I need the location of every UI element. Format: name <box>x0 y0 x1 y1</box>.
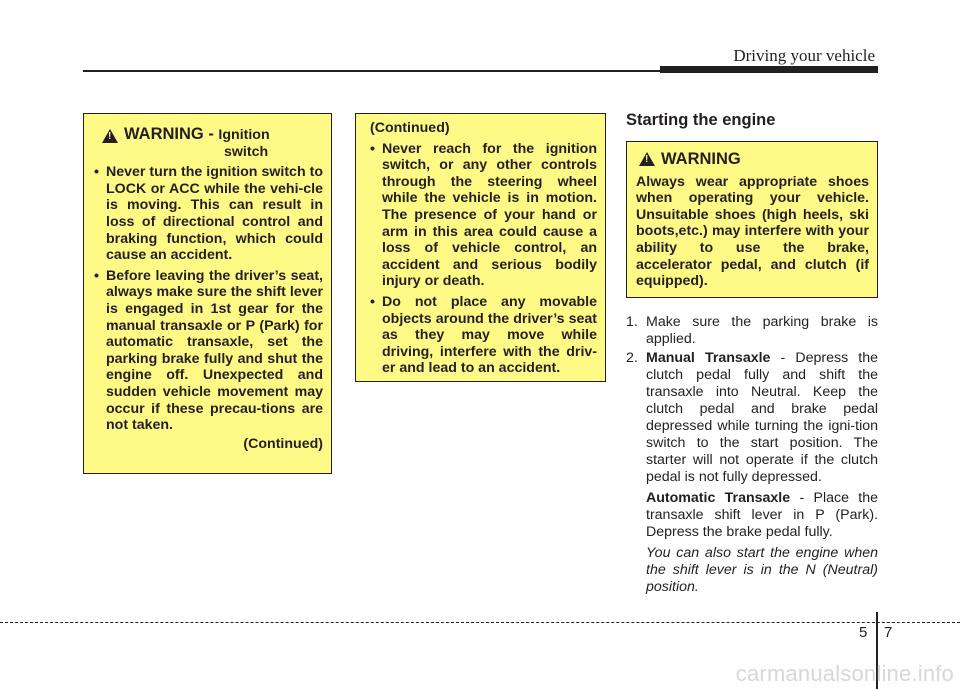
warning-bullet: • Never reach for the ignition switch, or any other controls through the steering wheel while the vehicle is in motion. The presence of your hand or arm in this area could cause a loss of vehicle control, an accident and serious bodily injury or death. <box>370 140 597 290</box>
warning-box-shoes <box>626 141 878 298</box>
warning-text: Always wear appropriate shoes when operating your vehicle. Unsuitable shoes (high heels, ski boots,etc.) may interfere with your ability to use the brake, accelerator pedal, and clutch (if equipped). <box>636 173 869 290</box>
warning-box-continued <box>355 113 606 382</box>
warning-icon <box>639 152 655 166</box>
warning-bullet: • Before leaving the driver’s seat, always make sure the shift lever is engaged in 1st gear for the manual transaxle or P (Park) for automatic transaxle, set the parking brake fully and shut the engine off. Unexpected and sudden vehicle movement may occur if these precau-tions are not taken. <box>94 267 323 434</box>
chapter-number: 5 <box>859 624 868 641</box>
warning-heading-sub-2: switch <box>224 143 269 160</box>
page-number: 7 <box>884 624 893 641</box>
note-text: You can also start the engine when the shift lever is in the N (Neutral) position. <box>646 545 878 595</box>
warning-box-ignition <box>83 113 332 474</box>
warning-icon <box>102 129 118 143</box>
step-1 <box>626 314 878 348</box>
step-text: - Depress the clutch pedal fully and shift the transaxle into Neutral. Keep the clutch pedal and brake pedal depressed while turning the igni-tion switch to the start position. The starter will not operate if the clutch pedal is not fully depressed. <box>646 350 878 485</box>
step-number: 1. <box>626 314 638 330</box>
warning-bullet: • Never turn the ignition switch to LOCK or ACC while the vehi-cle is moving. This can result in loss of directional control and braking function, which could cause an accident. <box>94 164 323 264</box>
warning-bullet: • Do not place any movable objects around the driver’s seat as they may move while driving, interfere with the driv-er and lead to an accident. <box>370 293 597 377</box>
step-label: Manual Transaxle <box>646 350 771 366</box>
warning-heading-sub: Ignition <box>218 127 270 143</box>
automatic-transaxle-text: Automatic Transaxle - Place the transaxle shift lever in P (Park). Depress the brake pedal fully. <box>646 490 878 540</box>
header-rule-accent <box>660 66 878 73</box>
continued-label: (Continued) <box>243 435 323 452</box>
step-2 <box>626 350 878 600</box>
step-label: Automatic Transaxle <box>646 490 791 506</box>
warning-heading: WARNING <box>661 150 741 168</box>
page-section-title: Driving your vehicle <box>733 46 875 65</box>
section-heading: Starting the engine <box>626 111 776 129</box>
warning-heading: WARNING - <box>124 125 219 143</box>
continued-label: (Continued) <box>370 120 450 136</box>
step-number: 2. <box>626 350 638 366</box>
watermark: carmanualsonline.info <box>735 661 954 686</box>
footer-rule <box>0 622 960 623</box>
step-text: Make sure the parking brake is applied. <box>646 314 878 347</box>
